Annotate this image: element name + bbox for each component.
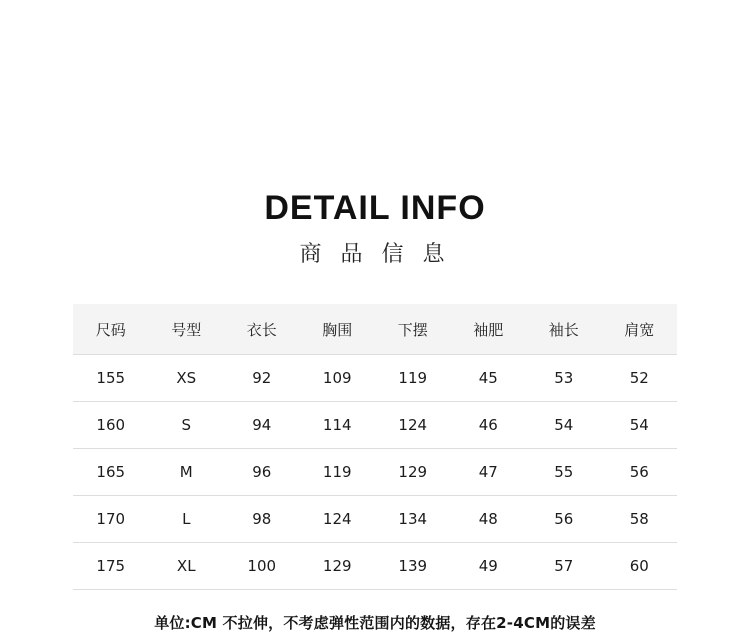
cell-sleeve-width: 45: [451, 355, 527, 402]
cell-sleeve-length: 57: [526, 543, 602, 590]
cell-bust: 109: [300, 355, 376, 402]
cell-shoulder: 54: [602, 402, 678, 449]
cell-length: 98: [224, 496, 300, 543]
column-header-hem: 下摆: [375, 304, 451, 355]
cell-sleeve-width: 46: [451, 402, 527, 449]
cell-model: XS: [149, 355, 225, 402]
size-table: [73, 304, 677, 590]
cell-model: L: [149, 496, 225, 543]
cell-model: XL: [149, 543, 225, 590]
table-row: [73, 402, 677, 449]
cell-shoulder: 56: [602, 449, 678, 496]
cell-length: 92: [224, 355, 300, 402]
cell-hem: 139: [375, 543, 451, 590]
size-table-body: [73, 355, 677, 590]
column-header-sleeve-length: 袖长: [526, 304, 602, 355]
table-header-row: [73, 304, 677, 355]
cell-length: 94: [224, 402, 300, 449]
cell-sleeve-width: 48: [451, 496, 527, 543]
table-row: [73, 449, 677, 496]
cell-sleeve-width: 47: [451, 449, 527, 496]
column-header-model: 号型: [149, 304, 225, 355]
size-table-head: [73, 304, 677, 355]
cell-size: 175: [73, 543, 149, 590]
cell-size: 155: [73, 355, 149, 402]
cell-bust: 114: [300, 402, 376, 449]
cell-model: M: [149, 449, 225, 496]
cell-size: 165: [73, 449, 149, 496]
cell-hem: 129: [375, 449, 451, 496]
cell-sleeve-length: 54: [526, 402, 602, 449]
cell-hem: 119: [375, 355, 451, 402]
cell-sleeve-length: 56: [526, 496, 602, 543]
cell-sleeve-length: 53: [526, 355, 602, 402]
column-header-sleeve-width: 袖肥: [451, 304, 527, 355]
cell-sleeve-length: 55: [526, 449, 602, 496]
column-header-size: 尺码: [73, 304, 149, 355]
table-row: [73, 496, 677, 543]
table-row: [73, 543, 677, 590]
column-header-bust: 胸围: [300, 304, 376, 355]
cell-size: 160: [73, 402, 149, 449]
cell-bust: 129: [300, 543, 376, 590]
cell-shoulder: 52: [602, 355, 678, 402]
page-title: DETAIL INFO: [264, 189, 486, 227]
cell-shoulder: 58: [602, 496, 678, 543]
cell-size: 170: [73, 496, 149, 543]
cell-bust: 119: [300, 449, 376, 496]
measurement-note: 单位:CM 不拉伸，不考虑弹性范围内的数据，存在2-4CM的误差: [154, 614, 596, 633]
cell-model: S: [149, 402, 225, 449]
column-header-shoulder: 肩宽: [602, 304, 678, 355]
cell-length: 96: [224, 449, 300, 496]
title-block: [0, 0, 750, 268]
table-row: [73, 355, 677, 402]
cell-shoulder: 60: [602, 543, 678, 590]
cell-hem: 134: [375, 496, 451, 543]
cell-length: 100: [224, 543, 300, 590]
cell-sleeve-width: 49: [451, 543, 527, 590]
cell-bust: 124: [300, 496, 376, 543]
cell-hem: 124: [375, 402, 451, 449]
column-header-length: 衣长: [224, 304, 300, 355]
page-subtitle: 商 品 信 息: [299, 242, 451, 268]
size-table-wrapper: [73, 304, 677, 590]
